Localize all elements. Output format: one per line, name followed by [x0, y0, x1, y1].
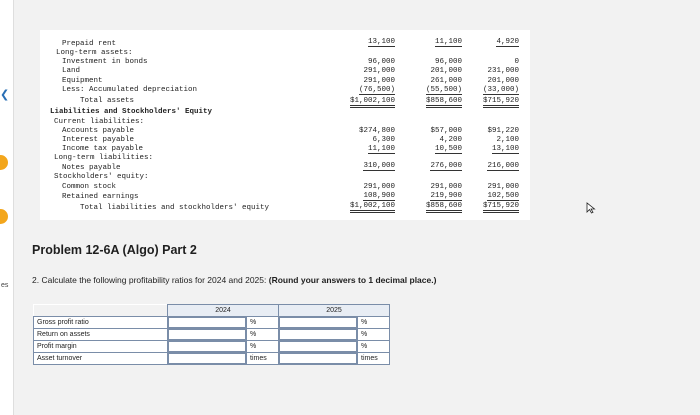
- value-2025: 310,000: [363, 162, 395, 170]
- value-2024: $858,600: [426, 202, 462, 213]
- table-row: [34, 341, 390, 353]
- row-label: Investment in bonds: [62, 58, 148, 66]
- row-label: Prepaid rent: [62, 40, 117, 48]
- instruction-bold: (Round your answers to 1 decimal place.): [268, 275, 437, 285]
- row-label: Equipment: [62, 77, 103, 85]
- row-label: Long-term liabilities:: [54, 154, 154, 162]
- value-2025: 96,000: [367, 58, 395, 66]
- value-2024: (55,500): [425, 86, 462, 94]
- row-label: Long-term assets:: [56, 49, 133, 57]
- row-label: Total assets: [80, 97, 135, 105]
- value-2023: 2,100: [496, 136, 519, 144]
- answer-input[interactable]: [168, 317, 246, 328]
- value-2024: 219,900: [430, 192, 462, 200]
- value-2023: (33,000): [482, 86, 519, 94]
- value-2023: $91,220: [487, 127, 519, 135]
- chevron-left-icon[interactable]: ❮: [0, 88, 10, 101]
- value-2025: $1,002,100: [350, 97, 395, 108]
- answer-cell[interactable]: [168, 329, 247, 341]
- unit-label: %: [358, 329, 390, 341]
- balance-sheet-image: [40, 30, 530, 220]
- year-header-2025: 2025: [279, 305, 390, 317]
- table-row: [34, 317, 390, 329]
- ratio-label: Return on assets: [34, 329, 168, 341]
- value-2023: 102,500: [487, 192, 519, 200]
- row-label: Common stock: [62, 183, 117, 191]
- unit-label: %: [358, 341, 390, 353]
- row-label: Notes payable: [62, 164, 121, 172]
- value-2024: 10,500: [434, 145, 462, 153]
- value-2024: 291,000: [430, 183, 462, 191]
- value-2024: 261,000: [430, 77, 462, 85]
- edge-text: es: [1, 282, 9, 289]
- value-2024: $57,000: [430, 127, 462, 135]
- mouse-pointer-icon: [586, 202, 596, 214]
- answer-cell[interactable]: [279, 317, 358, 329]
- table-row: [34, 329, 390, 341]
- unit-label: %: [358, 317, 390, 329]
- row-label: Land: [62, 67, 81, 75]
- value-2023: $715,920: [483, 97, 519, 108]
- answer-cell[interactable]: [279, 353, 358, 365]
- value-2024: 11,100: [434, 38, 462, 46]
- answer-cell[interactable]: [168, 353, 247, 365]
- row-label: Liabilities and Stockholders' Equity: [50, 108, 213, 116]
- row-label: Total liabilities and stockholders' equity: [80, 204, 270, 212]
- row-label: Income tax payable: [62, 145, 144, 153]
- value-2023: 231,000: [487, 67, 519, 75]
- row-label: Interest payable: [62, 136, 135, 144]
- value-2025: 291,000: [363, 67, 395, 75]
- value-2023: 291,000: [487, 183, 519, 191]
- unit-label: %: [247, 341, 279, 353]
- value-2025: (76,500): [358, 86, 395, 94]
- answer-cell[interactable]: [279, 341, 358, 353]
- row-label: Stockholders' equity:: [54, 173, 149, 181]
- value-2023: $715,920: [483, 202, 519, 213]
- value-2023: 4,920: [496, 38, 519, 46]
- value-2024: 276,000: [430, 162, 462, 170]
- ratio-label: Asset turnover: [34, 353, 168, 365]
- unit-label: %: [247, 317, 279, 329]
- answer-input[interactable]: [279, 317, 357, 328]
- answer-input[interactable]: [168, 341, 246, 352]
- value-2025: 6,300: [372, 136, 395, 144]
- value-2025: 291,000: [363, 183, 395, 191]
- value-2025: 13,100: [367, 38, 395, 46]
- ratios-table: [33, 304, 390, 365]
- value-2024: $858,600: [426, 97, 462, 108]
- value-2023: 0: [514, 58, 519, 66]
- unit-label: times: [247, 353, 279, 365]
- answer-input[interactable]: [279, 341, 357, 352]
- answer-input[interactable]: [279, 353, 357, 364]
- value-2023: 13,100: [491, 145, 519, 153]
- answer-input[interactable]: [168, 353, 246, 364]
- year-header-2024: 2024: [168, 305, 279, 317]
- left-edge-strip: [0, 0, 14, 415]
- row-label: Retained earnings: [62, 193, 139, 201]
- value-2025: 108,900: [363, 192, 395, 200]
- row-label: Less: Accumulated depreciation: [62, 86, 198, 94]
- value-2023: 216,000: [487, 162, 519, 170]
- problem-title: Problem 12-6A (Algo) Part 2: [32, 243, 197, 257]
- value-2023: 201,000: [487, 77, 519, 85]
- value-2024: 96,000: [434, 58, 462, 66]
- answer-cell[interactable]: [168, 317, 247, 329]
- unit-label: times: [358, 353, 390, 365]
- unit-label: %: [247, 329, 279, 341]
- table-row: [34, 353, 390, 365]
- value-2024: 201,000: [430, 67, 462, 75]
- answer-input[interactable]: [168, 329, 246, 340]
- value-2025: $1,002,100: [350, 202, 395, 213]
- row-label: Accounts payable: [62, 127, 135, 135]
- instruction-main: 2. Calculate the following profitability ratios for 2024 and 2025:: [32, 275, 267, 285]
- value-2025: 291,000: [363, 77, 395, 85]
- ratio-label: Profit margin: [34, 341, 168, 353]
- ratio-label: Gross profit ratio: [34, 317, 168, 329]
- value-2025: $274,800: [358, 127, 395, 135]
- answer-input[interactable]: [279, 329, 357, 340]
- answer-cell[interactable]: [279, 329, 358, 341]
- instruction-text: [32, 275, 436, 285]
- value-2025: 11,100: [367, 145, 395, 153]
- answer-cell[interactable]: [168, 341, 247, 353]
- row-label: Current liabilities:: [54, 118, 145, 126]
- value-2024: 4,200: [439, 136, 462, 144]
- header-blank: [34, 305, 168, 317]
